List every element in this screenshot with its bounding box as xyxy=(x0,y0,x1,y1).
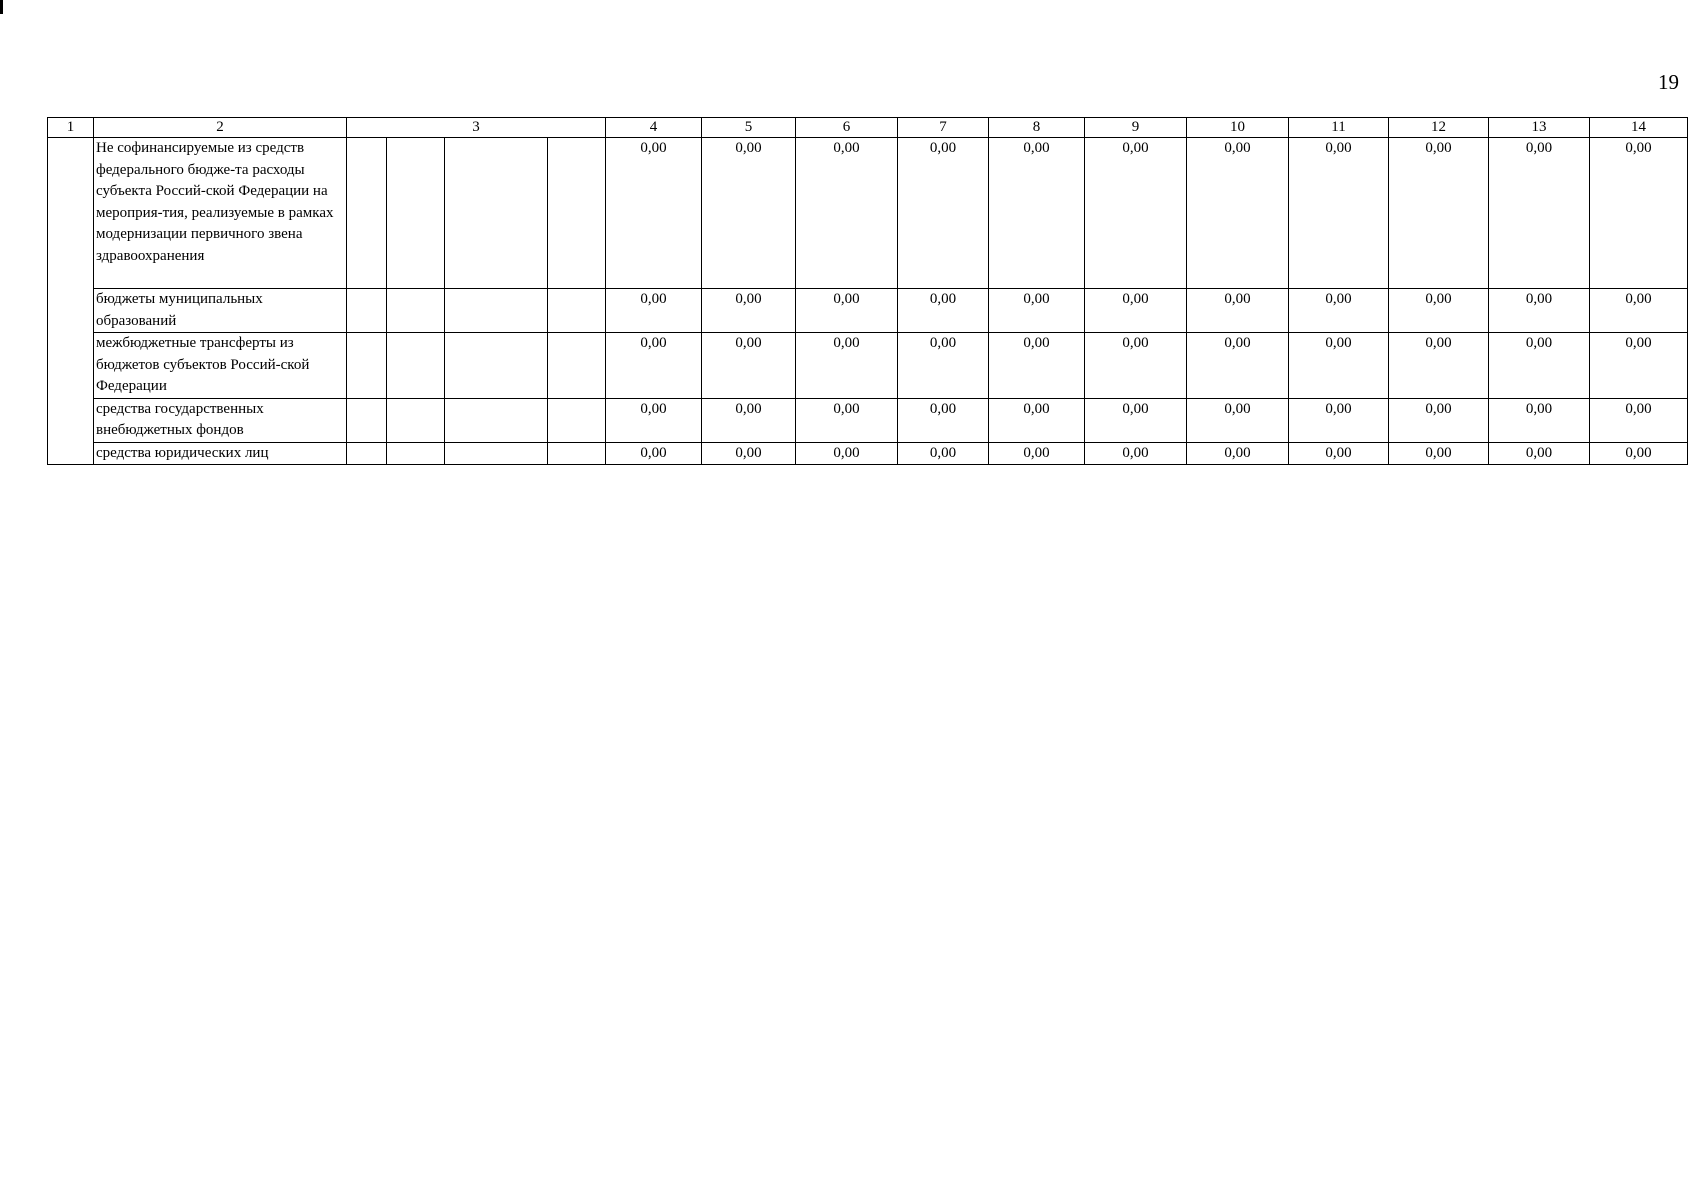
value-cell: 0,00 xyxy=(1389,398,1489,442)
value-cell: 0,00 xyxy=(989,333,1085,399)
empty-cell xyxy=(548,333,606,399)
column-header: 1 xyxy=(48,118,94,138)
empty-cell xyxy=(387,442,445,465)
value-cell: 0,00 xyxy=(1590,398,1688,442)
column-header: 12 xyxy=(1389,118,1489,138)
value-cell: 0,00 xyxy=(1289,138,1389,289)
value-cell: 0,00 xyxy=(702,442,796,465)
value-cell: 0,00 xyxy=(702,289,796,333)
column-number-row xyxy=(48,118,1688,138)
empty-cell xyxy=(387,138,445,289)
value-cell: 0,00 xyxy=(1489,442,1590,465)
value-cell: 0,00 xyxy=(1389,442,1489,465)
value-cell: 0,00 xyxy=(702,333,796,399)
empty-cell xyxy=(548,442,606,465)
column-header: 14 xyxy=(1590,118,1688,138)
value-cell: 0,00 xyxy=(1289,289,1389,333)
value-cell: 0,00 xyxy=(796,289,898,333)
value-cell: 0,00 xyxy=(796,398,898,442)
row-label: бюджеты муниципальных образований xyxy=(94,289,347,333)
row-label: межбюджетные трансферты из бюджетов субъектов Россий-ской Федерации xyxy=(94,333,347,399)
value-cell: 0,00 xyxy=(702,398,796,442)
table-row xyxy=(48,138,1688,289)
value-cell: 0,00 xyxy=(1590,289,1688,333)
value-cell: 0,00 xyxy=(1489,138,1590,289)
empty-cell xyxy=(445,138,548,289)
column-header: 8 xyxy=(989,118,1085,138)
value-cell: 0,00 xyxy=(1187,138,1289,289)
value-cell: 0,00 xyxy=(989,289,1085,333)
value-cell: 0,00 xyxy=(606,442,702,465)
column-header: 5 xyxy=(702,118,796,138)
value-cell: 0,00 xyxy=(1085,333,1187,399)
empty-cell xyxy=(387,333,445,399)
row-label: Не софинансируемые из средств федерального бюдже-та расходы субъекта Россий-ской Федерации на мероприя-тия, реализуемые в рамках модернизации первичного звена здравоохранения xyxy=(94,138,347,289)
value-cell: 0,00 xyxy=(1590,138,1688,289)
column-header: 4 xyxy=(606,118,702,138)
empty-cell xyxy=(548,138,606,289)
column-header: 2 xyxy=(94,118,347,138)
column-header: 9 xyxy=(1085,118,1187,138)
value-cell: 0,00 xyxy=(1489,398,1590,442)
value-cell: 0,00 xyxy=(1489,289,1590,333)
empty-cell xyxy=(445,398,548,442)
column-header: 6 xyxy=(796,118,898,138)
empty-cell xyxy=(445,442,548,465)
value-cell: 0,00 xyxy=(1187,333,1289,399)
empty-cell xyxy=(347,442,387,465)
value-cell: 0,00 xyxy=(1289,398,1389,442)
table-row xyxy=(48,289,1688,333)
value-cell: 0,00 xyxy=(1085,442,1187,465)
value-cell: 0,00 xyxy=(1085,398,1187,442)
value-cell: 0,00 xyxy=(1289,333,1389,399)
row-label: средства государственных внебюджетных фондов xyxy=(94,398,347,442)
value-cell: 0,00 xyxy=(989,398,1085,442)
value-cell: 0,00 xyxy=(898,442,989,465)
value-cell: 0,00 xyxy=(1389,138,1489,289)
value-cell: 0,00 xyxy=(1187,442,1289,465)
empty-cell xyxy=(445,289,548,333)
value-cell: 0,00 xyxy=(898,138,989,289)
value-cell: 0,00 xyxy=(1085,289,1187,333)
table-row xyxy=(48,442,1688,465)
value-cell: 0,00 xyxy=(989,442,1085,465)
value-cell: 0,00 xyxy=(1489,333,1590,399)
value-cell: 0,00 xyxy=(1389,289,1489,333)
empty-cell xyxy=(548,289,606,333)
value-cell: 0,00 xyxy=(606,289,702,333)
value-cell: 0,00 xyxy=(796,333,898,399)
budget-table xyxy=(47,117,1688,465)
value-cell: 0,00 xyxy=(898,398,989,442)
table-row xyxy=(48,333,1688,399)
empty-cell xyxy=(347,289,387,333)
empty-cell xyxy=(347,398,387,442)
value-cell: 0,00 xyxy=(1389,333,1489,399)
row-label: средства юридических лиц xyxy=(94,442,347,465)
empty-cell xyxy=(347,333,387,399)
value-cell: 0,00 xyxy=(898,333,989,399)
empty-cell xyxy=(347,138,387,289)
value-cell: 0,00 xyxy=(989,138,1085,289)
value-cell: 0,00 xyxy=(1187,289,1289,333)
empty-cell xyxy=(548,398,606,442)
value-cell: 0,00 xyxy=(1590,333,1688,399)
scan-corner-mark xyxy=(0,0,3,14)
value-cell: 0,00 xyxy=(898,289,989,333)
value-cell: 0,00 xyxy=(1085,138,1187,289)
value-cell: 0,00 xyxy=(606,398,702,442)
value-cell: 0,00 xyxy=(702,138,796,289)
value-cell: 0,00 xyxy=(796,138,898,289)
empty-cell xyxy=(387,289,445,333)
page-number: 19 xyxy=(1658,70,1679,94)
column-header: 3 xyxy=(347,118,606,138)
column-header: 7 xyxy=(898,118,989,138)
value-cell: 0,00 xyxy=(1187,398,1289,442)
value-cell: 0,00 xyxy=(606,138,702,289)
value-cell: 0,00 xyxy=(1590,442,1688,465)
column-header: 13 xyxy=(1489,118,1590,138)
value-cell: 0,00 xyxy=(1289,442,1389,465)
table-row xyxy=(48,398,1688,442)
column-header: 10 xyxy=(1187,118,1289,138)
column-header: 11 xyxy=(1289,118,1389,138)
empty-cell xyxy=(445,333,548,399)
value-cell: 0,00 xyxy=(796,442,898,465)
empty-cell xyxy=(48,138,94,465)
empty-cell xyxy=(387,398,445,442)
value-cell: 0,00 xyxy=(606,333,702,399)
